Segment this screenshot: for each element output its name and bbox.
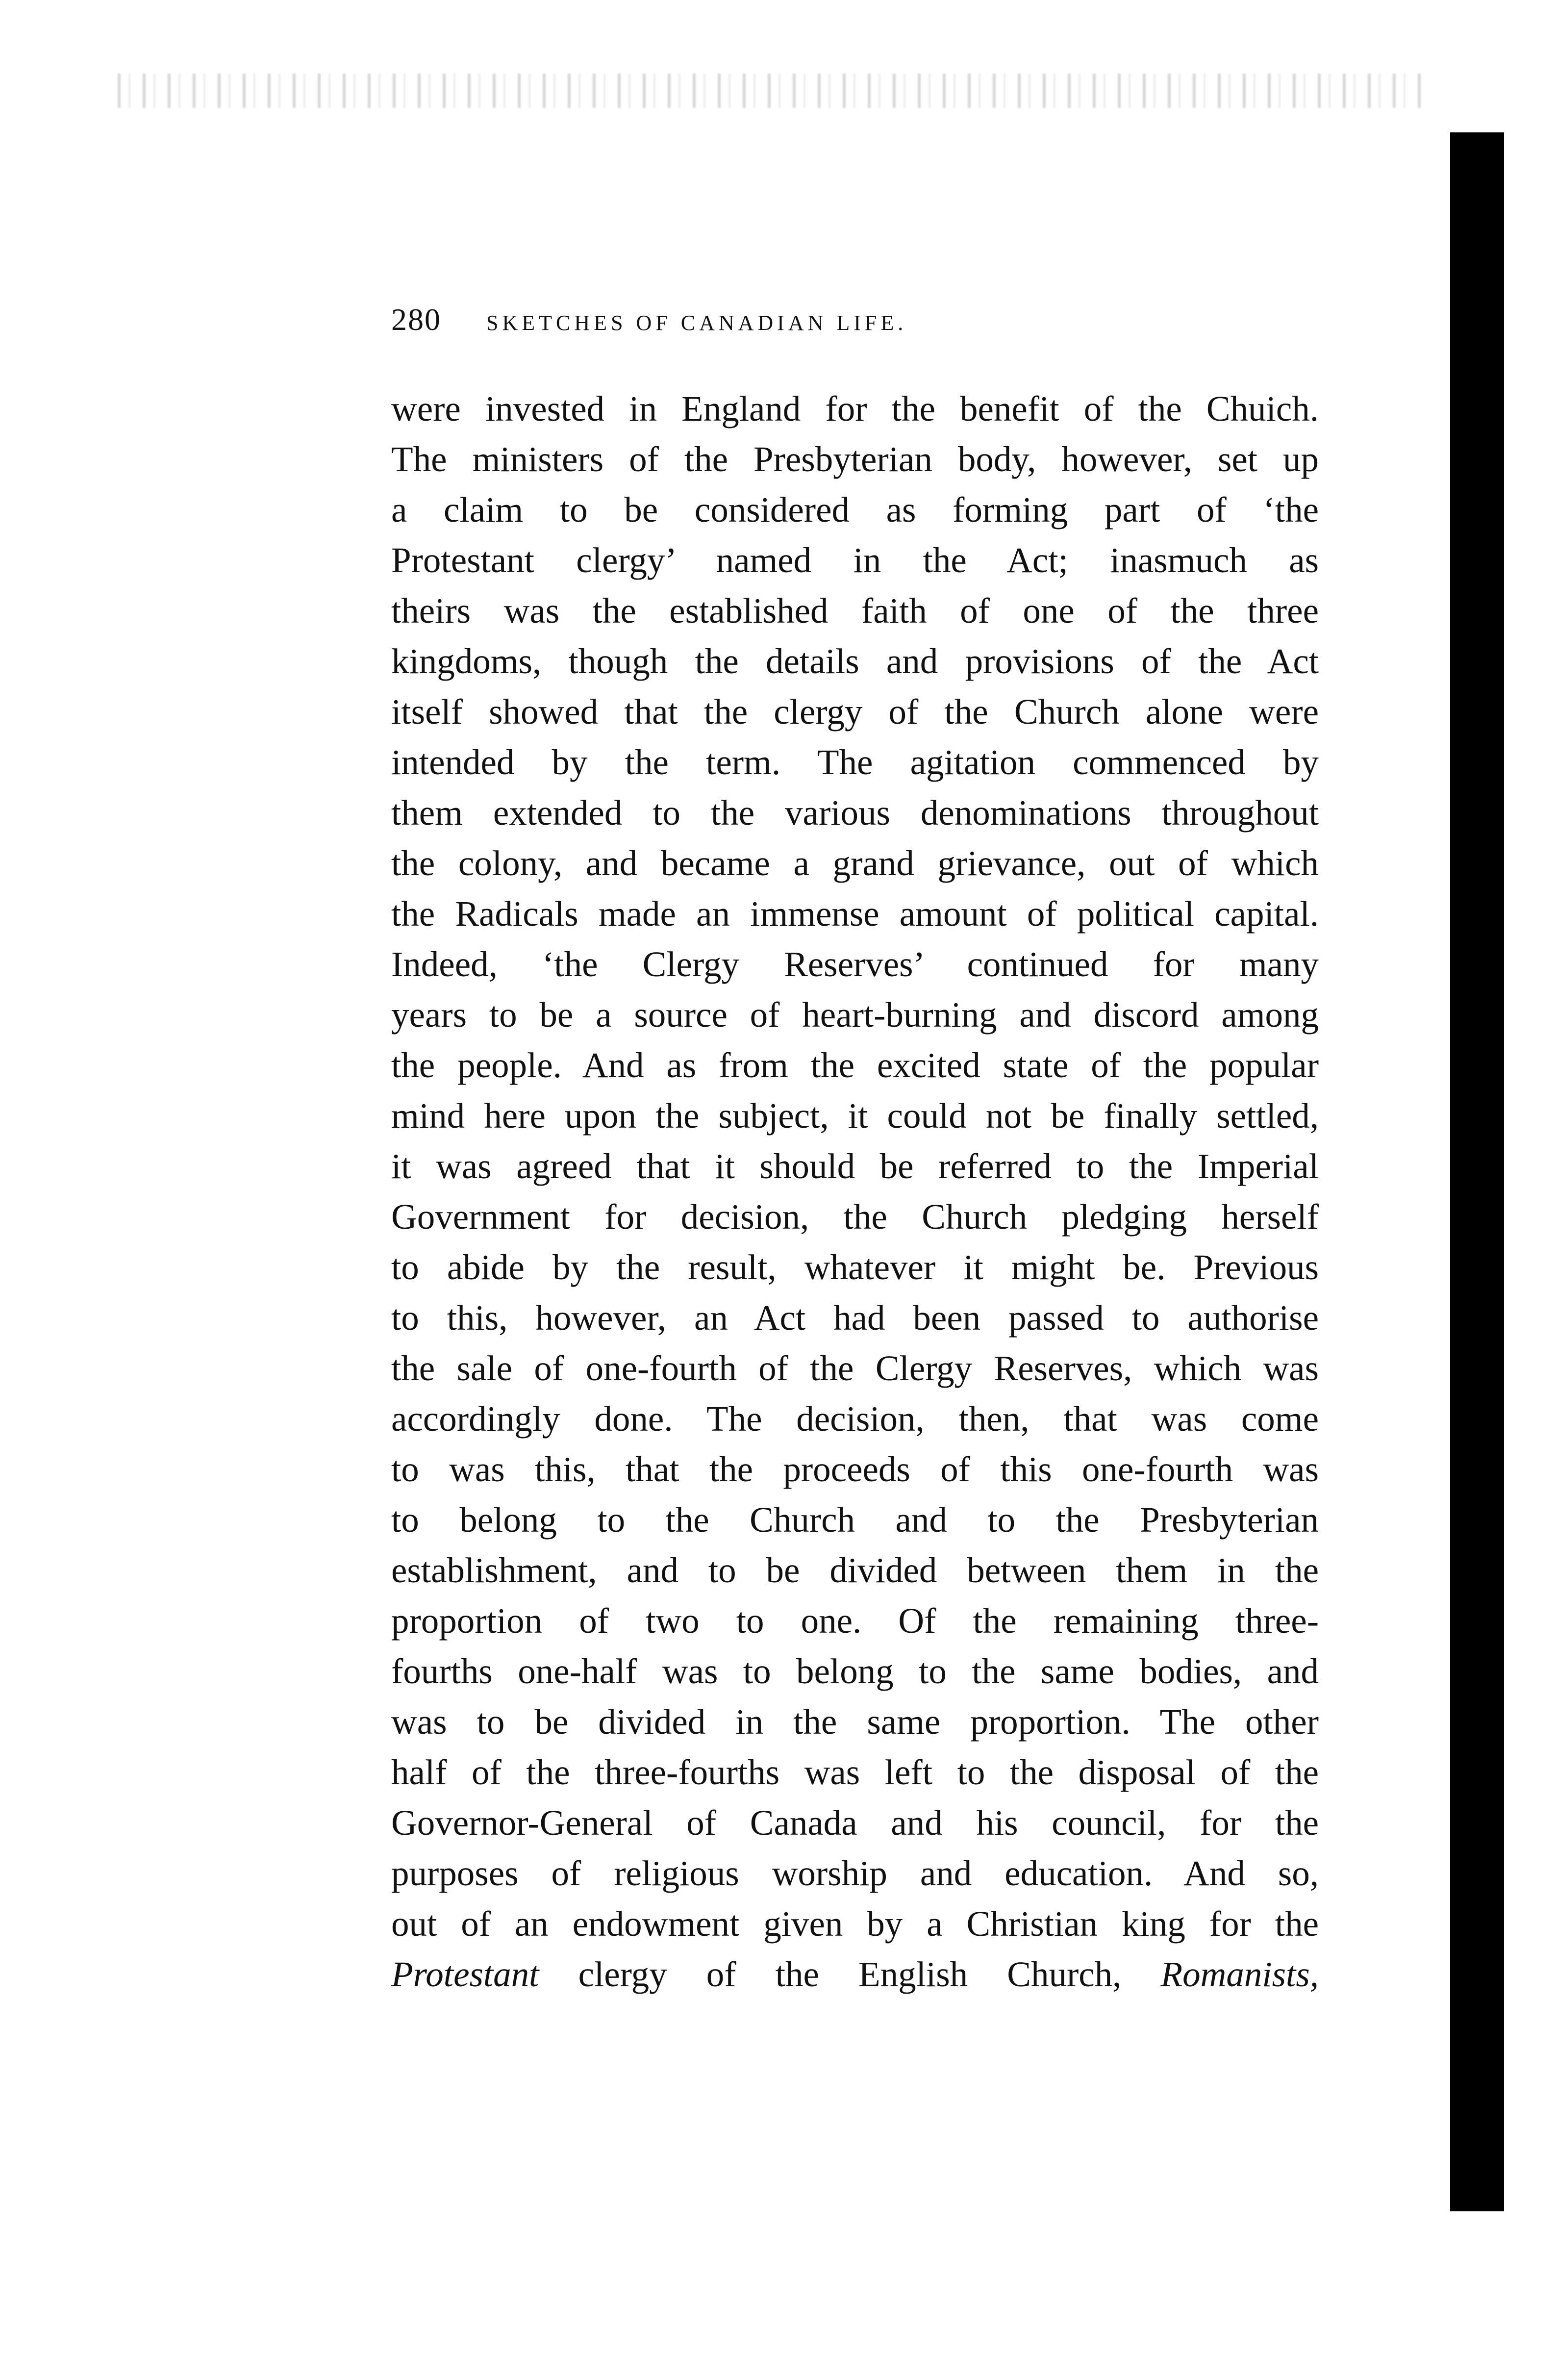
last-line-middle: clergy of the English Church, — [539, 1954, 1161, 1994]
text-line: years to be a source of heart-burning and discord among — [391, 995, 1319, 1035]
page-top-edge-speckle — [118, 74, 1422, 108]
text-line: out of an endowment given by a Christian king for the — [391, 1904, 1319, 1944]
italic-word-protestant: Protestant — [391, 1954, 539, 1994]
binding-shadow — [1450, 132, 1504, 2211]
text-line: Government for decision, the Church pledging herself — [391, 1197, 1319, 1237]
text-line: the people. And as from the excited state of the popular — [391, 1045, 1319, 1085]
text-line: to this, however, an Act had been passed to authorise — [391, 1298, 1319, 1338]
running-title: SKETCHES OF CANADIAN LIFE. — [486, 311, 907, 335]
page-header — [391, 302, 1323, 346]
text-line: were invested in England for the benefit of the Chuich. — [391, 389, 1319, 429]
text-line-last — [391, 1949, 1319, 2000]
text-line: fourths one-half was to belong to the same bodies, and — [391, 1651, 1319, 1691]
text-line: half of the three-fourths was left to the disposal of the — [391, 1752, 1319, 1792]
text-line: accordingly done. The decision, then, that was come — [391, 1399, 1319, 1439]
text-line: mind here upon the subject, it could not be finally settled, — [391, 1096, 1319, 1136]
page-number: 280 — [391, 302, 441, 337]
italic-word-romanists: Romanists, — [1160, 1954, 1319, 1994]
text-line: itself showed that the clergy of the Church alone were — [391, 692, 1319, 732]
text-line: establishment, and to be divided between them in the — [391, 1550, 1319, 1590]
text-line: theirs was the established faith of one of the three — [391, 591, 1319, 631]
text-line: a claim to be considered as forming part of ‘the — [391, 490, 1319, 530]
text-line: the sale of one-fourth of the Clergy Reserves, which was — [391, 1348, 1319, 1388]
text-line: to was this, that the proceeds of this one-fourth was — [391, 1449, 1319, 1489]
text-line: Governor-General of Canada and his council, for the — [391, 1803, 1319, 1843]
text-line: the colony, and became a grand grievance, out of which — [391, 843, 1319, 883]
text-line: to abide by the result, whatever it might be. Previous — [391, 1247, 1319, 1287]
text-line: it was agreed that it should be referred to the Imperial — [391, 1146, 1319, 1186]
text-line: Indeed, ‘the Clergy Reserves’ continued for many — [391, 944, 1319, 984]
text-line: proportion of two to one. Of the remaining three- — [391, 1601, 1319, 1641]
text-line: the Radicals made an immense amount of political capital. — [391, 894, 1319, 934]
text-line: kingdoms, though the details and provisions of the Act — [391, 641, 1319, 681]
text-line: was to be divided in the same proportion. The other — [391, 1702, 1319, 1742]
text-line: to belong to the Church and to the Presbyterian — [391, 1500, 1319, 1540]
body-text — [391, 383, 1319, 2000]
text-line: them extended to the various denominations throughout — [391, 793, 1319, 833]
text-line: Protestant clergy’ named in the Act; inasmuch as — [391, 540, 1319, 580]
text-line: intended by the term. The agitation commenced by — [391, 742, 1319, 782]
text-line: purposes of religious worship and education. And so, — [391, 1853, 1319, 1893]
text-line: The ministers of the Presbyterian body, however, set up — [391, 439, 1319, 479]
